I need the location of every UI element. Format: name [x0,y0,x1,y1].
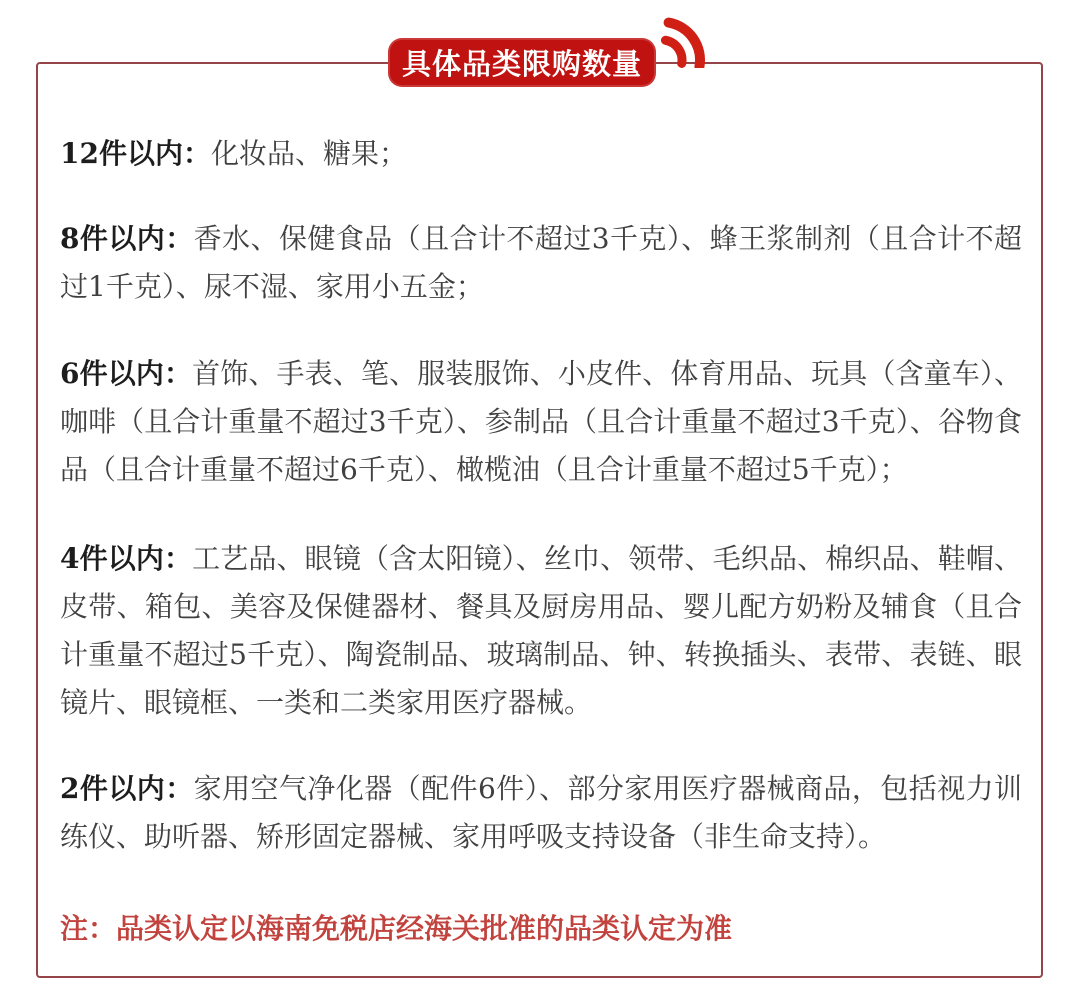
limit-paragraph-6 [60,350,1022,494]
limit-paragraph-4 [60,535,1022,727]
limit-paragraph-12 [60,130,1022,178]
limit-text: 家用空气净化器（配件6件）、部分家用医疗器械商品，包括视力训练仪、助听器、矫形固定器械、家用呼吸支持设备（非生命支持）。 [60,772,1023,853]
limit-text: 香水、保健食品（且合计不超过3千克）、蜂王浆制剂（且合计不超过1千克）、尿不湿、家用小五金； [60,222,1023,303]
limit-label: 4件以内： [60,542,193,575]
limit-label: 2件以内： [60,772,194,805]
limit-label: 8件以内： [60,222,194,255]
limit-text: 工艺品、眼镜（含太阳镜）、丝巾、领带、毛织品、棉织品、鞋帽、皮带、箱包、美容及保健器材、餐具及厨房用品、婴儿配方奶粉及辅食（且合计重量不超过5千克）、陶瓷制品、玻璃制品、钟、转换插头、表带、表链、眼镜片、眼镜框、一类和二类家用医疗器械。 [60,542,1022,719]
footnote: 注：品类认定以海南免税店经海关批准的品类认定为准 [60,912,733,945]
limit-label: 12件以内： [60,137,211,170]
limit-paragraph-8 [60,215,1022,311]
limit-text: 首饰、手表、笔、服装服饰、小皮件、体育用品、玩具（含童车）、咖啡（且合计重量不超过3千克）、参制品（且合计重量不超过3千克）、谷物食品（且合计重量不超过6千克）、橄榄油（且合计重量不超过5千克）； [60,357,1022,486]
title-badge-label: 具体品类限购数量 [401,49,642,81]
limit-label: 6件以内： [60,357,193,390]
limit-paragraph-2 [60,765,1022,861]
limit-text: 化妆品、糖果； [210,137,407,170]
